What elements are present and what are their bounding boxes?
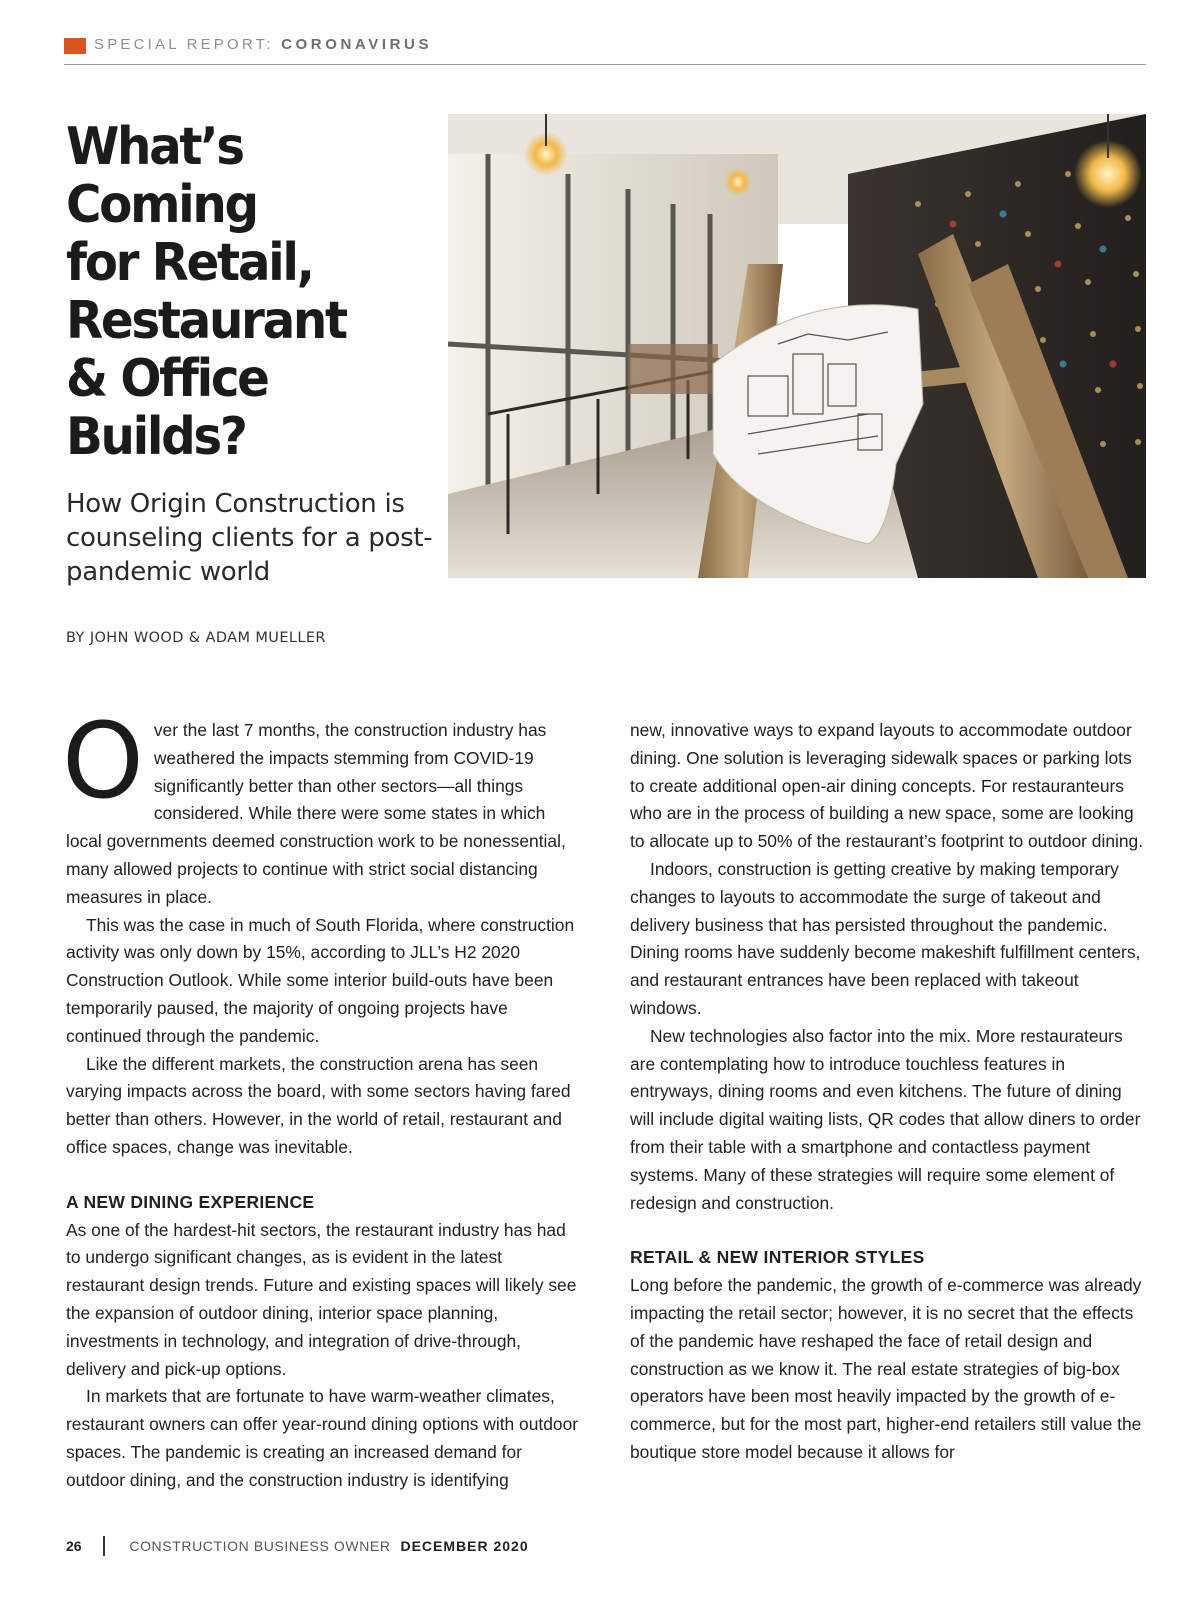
page-footer	[66, 1536, 529, 1558]
restaurant-photo-illustration	[448, 114, 1146, 578]
title-line: Builds?	[66, 407, 246, 467]
title-line: Restaurant	[66, 291, 346, 351]
title-line: for Retail,	[66, 233, 313, 293]
paragraph: This was the case in much of South Florida, where construction activity was only down by 15%, according to JLL’s H2 2020 Construction Outlook. While some interior build-outs have been temporarily paused, the majority of ongoing projects have continued through the pandemic.	[66, 914, 575, 1046]
section-header	[64, 36, 1146, 65]
title-line: Coming	[66, 175, 257, 235]
article-byline: BY JOHN WOOD & ADAM MUELLER	[66, 630, 326, 646]
section-subhead: A NEW DINING EXPERIENCE	[66, 1191, 315, 1212]
section-topic: CORONAVIRUS	[281, 36, 433, 53]
title-line: What’s	[66, 117, 243, 177]
article-column-left	[62, 700, 582, 1495]
section-label	[94, 36, 432, 53]
article-title	[66, 118, 419, 466]
footer-divider	[103, 1536, 105, 1556]
article-photo	[448, 114, 1146, 578]
title-line: & Office	[66, 349, 268, 409]
drop-cap: O	[62, 700, 144, 822]
accent-square	[64, 38, 86, 54]
article-deck: How Origin Construction is counseling clients for a post-pandemic world	[66, 489, 433, 587]
paragraph-text: ver the last 7 months, the construction industry has weathered the impacts stemming from COVID-19 significantly better than other sectors—all things considered. While there were some states in which local governments deemed construction work to be nonessential, many allowed projects to continue with strict social distancing measures in place.	[66, 720, 566, 907]
section-label-text: SPECIAL REPORT:	[94, 36, 274, 53]
paragraph: In markets that are fortunate to have warm-weather climates, restaurant owners can offer year-round dining options with outdoor spaces. The pandemic is creating an increased demand for outdoor dining, and the construction industry is identifying	[66, 1386, 579, 1490]
paragraph: New technologies also factor into the mix. More restaurateurs are contemplating how to introduce touchless features in entryways, dining rooms and even kitchens. The future of dining will include digital waiting lists, QR codes that allow diners to order from their table with a smartphone and contactless payment systems. Many of these strategies will require some element of redesign and construction.	[630, 1025, 1141, 1213]
paragraph: As one of the hardest-hit sectors, the restaurant industry has had to undergo significant changes, as is evident in the latest restaurant design trends. Future and existing spaces will likely see the expansion of outdoor dining, interior space planning, investments in technology, and integration of drive-through, delivery and pick-up options.	[66, 1219, 577, 1379]
issue-date: DECEMBER 2020	[400, 1538, 529, 1554]
paragraph: Like the different markets, the construction arena has seen varying impacts across the board, with some sectors having fared better than others. However, in the world of retail, restaurant and office spaces, change was inevitable.	[66, 1053, 571, 1157]
publication-name: CONSTRUCTION BUSINESS OWNER	[129, 1538, 391, 1554]
paragraph	[62, 700, 582, 912]
paragraph: new, innovative ways to expand layouts to accommodate outdoor dining. One solution is leveraging sidewalk spaces or parking lots to create additional open-air dining concepts. For restauranteurs who are in the process of building a new space, some are looking to allocate up to 50% of the restaurant’s footprint to outdoor dining.	[630, 720, 1144, 852]
paragraph: Indoors, construction is getting creative by making temporary changes to layouts to accommodate the surge of takeout and delivery business that has persisted throughout the pandemic. Dining rooms have suddenly become makeshift fulfillment centers, and restaurant entrances have been replaced with takeout windows.	[630, 858, 1141, 1018]
paragraph: Long before the pandemic, the growth of e-commerce was already impacting the retail sector; however, it is no secret that the effects of the pandemic have reshaped the face of retail design and construction as we know it. The real estate strategies of big-box operators have been most heavily impacted by the growth of e-commerce, but for the most part, higher-end retailers still value the boutique store model because it allows for	[630, 1275, 1142, 1462]
section-subhead: RETAIL & NEW INTERIOR STYLES	[630, 1247, 925, 1268]
page-number: 26	[66, 1538, 82, 1554]
article-column-right	[630, 717, 1146, 1467]
